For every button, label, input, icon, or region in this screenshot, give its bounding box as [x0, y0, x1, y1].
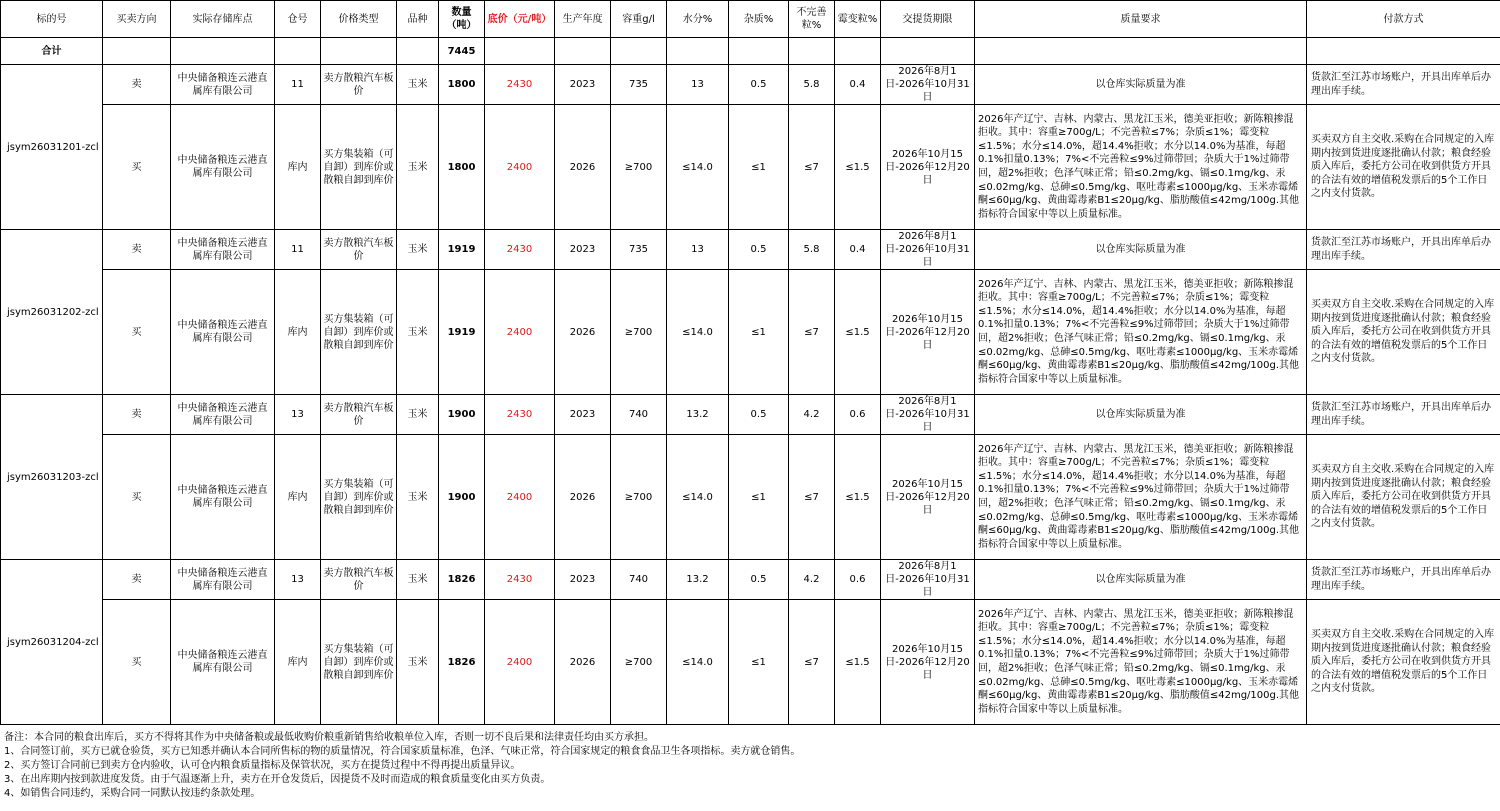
impurity-cell: 0.5: [729, 65, 789, 105]
quantity-cell: 1919: [439, 270, 485, 395]
quantity-cell: 1800: [439, 65, 485, 105]
warehouse-cell: 中央储备粮连云港直属库有限公司: [171, 600, 275, 725]
quantity-cell: 1919: [439, 230, 485, 270]
header-direction: 买卖方向: [103, 1, 171, 38]
mold-cell: 0.6: [835, 395, 881, 435]
payment-cell: 货款汇至江苏市场账户，开具出库单后办理出库手续。: [1307, 65, 1500, 105]
mold-cell: ≤1.5: [835, 105, 881, 230]
direction-cell: 卖: [103, 560, 171, 600]
empty-cell: [975, 38, 1307, 65]
header-quality: 质量要求: [975, 1, 1307, 38]
year-cell: 2023: [555, 230, 611, 270]
delivery-cell: 2026年10月15日-2026年12月20日: [881, 270, 975, 395]
empty-cell: [275, 38, 321, 65]
note-line: 2、买方签订合同前已到卖方仓内验收，认可仓内粮食质量指标及保管状况，买方在提货过程中不得再提出质量异议。: [4, 760, 521, 771]
header-warehouse: 实际存储库点: [171, 1, 275, 38]
direction-cell: 卖: [103, 395, 171, 435]
mold-cell: 0.6: [835, 560, 881, 600]
quality-cell: 2026年产辽宁、吉林、内蒙古、黑龙江玉米，德美亚拒收；新陈粮掺混拒收。其中：容重≥700g/L；不完善粒≤7%；杂质≤1%；霉变粒≤1.5%；水分≤14.0%，超14.4%拒收；水分以14.0%为基准，每超0.1%扣量0.13%；7%<不完善粒≤9%过筛带回；杂质大于1%过筛带回，超2%拒收；色泽气味正常；铅≤0.2mg/kg、镉≤0.1mg/kg、汞≤0.02mg/kg、总砷≤0.5mg/kg、呕吐毒素≤1000μg/kg、玉米赤霉烯酮≤60μg/kg、黄曲霉毒素B1≤20μg/kg、脂肪酸值≤42mg/100g.其他指标符合国家中等以上质量标准。: [975, 270, 1307, 395]
imperfect-cell: 5.8: [789, 230, 835, 270]
payment-cell: 货款汇至江苏市场账户，开具出库单后办理出库手续。: [1307, 395, 1500, 435]
header-variety: 品种: [397, 1, 439, 38]
note-line: 4、如销售合同违约，采购合同一同默认按违约条款处理。: [4, 788, 261, 799]
bulk-density-cell: ≥700: [611, 600, 667, 725]
buy-row: [1, 435, 1500, 560]
mold-cell: 0.4: [835, 230, 881, 270]
delivery-cell: 2026年10月15日-2026年12月20日: [881, 105, 975, 230]
variety-cell: 玉米: [397, 230, 439, 270]
payment-cell: 买卖双方自主交收.采购在合同规定的入库期内按到货进度逐批确认付款；粮食经验质入库后，委托方公司在收到供货方开具的合法有效的增值税发票后的5个工作日之内支付货款。: [1307, 105, 1500, 230]
base-price-cell: 2430: [485, 230, 555, 270]
quality-cell: 2026年产辽宁、吉林、内蒙古、黑龙江玉米，德美亚拒收；新陈粮掺混拒收。其中：容重≥700g/L；不完善粒≤7%；杂质≤1%；霉变粒≤1.5%；水分≤14.0%，超14.4%拒收；水分以14.0%为基准，每超0.1%扣量0.13%；7%<不完善粒≤9%过筛带回；杂质大于1%过筛带回，超2%拒收；色泽气味正常；铅≤0.2mg/kg、镉≤0.1mg/kg、汞≤0.02mg/kg、总砷≤0.5mg/kg、呕吐毒素≤1000μg/kg、玉米赤霉烯酮≤60μg/kg、黄曲霉毒素B1≤20μg/kg、脂肪酸值≤42mg/100g.其他指标符合国家中等以上质量标准。: [975, 435, 1307, 560]
imperfect-cell: ≤7: [789, 435, 835, 560]
quantity-cell: 1826: [439, 600, 485, 725]
empty-cell: [103, 38, 171, 65]
header-delivery: 交提货期限: [881, 1, 975, 38]
header-bulk-density: 容重g/l: [611, 1, 667, 38]
direction-cell: 买: [103, 435, 171, 560]
bulk-density-cell: 740: [611, 395, 667, 435]
quality-cell: 以仓库实际质量为准: [975, 230, 1307, 270]
bin-cell: 库内: [275, 270, 321, 395]
quality-cell: 以仓库实际质量为准: [975, 560, 1307, 600]
price-type-cell: 买方集装箱（可自卸）到库价或散粮自卸到库价: [321, 435, 397, 560]
direction-cell: 卖: [103, 230, 171, 270]
bin-cell: 库内: [275, 435, 321, 560]
moisture-cell: 13: [667, 65, 729, 105]
sell-row: [1, 230, 1500, 270]
bin-cell: 13: [275, 395, 321, 435]
empty-cell: [729, 38, 789, 65]
quality-cell: 以仓库实际质量为准: [975, 65, 1307, 105]
empty-cell: [667, 38, 729, 65]
total-row: [1, 38, 1500, 65]
lot-id: jsym26031204-zcl: [1, 560, 103, 725]
warehouse-cell: 中央储备粮连云港直属库有限公司: [171, 65, 275, 105]
delivery-cell: 2026年10月15日-2026年12月20日: [881, 600, 975, 725]
header-row: [1, 1, 1500, 38]
buy-row: [1, 270, 1500, 395]
impurity-cell: 0.5: [729, 560, 789, 600]
price-type-cell: 买方集装箱（可自卸）到库价或散粮自卸到库价: [321, 105, 397, 230]
warehouse-cell: 中央储备粮连云港直属库有限公司: [171, 230, 275, 270]
header-imperfect: 不完善粒%: [789, 1, 835, 38]
header-impurity: 杂质%: [729, 1, 789, 38]
sell-row: [1, 560, 1500, 600]
warehouse-cell: 中央储备粮连云港直属库有限公司: [171, 105, 275, 230]
variety-cell: 玉米: [397, 560, 439, 600]
bulk-density-cell: ≥700: [611, 105, 667, 230]
note-line: 1、合同签订前，买方已就仓验货，买方已知悉并确认本合同所售标的物的质量情况，符合国家质量标准，色泽、气味正常，符合国家规定的粮食食品卫生各项指标。卖方就仓销售。: [4, 746, 801, 757]
moisture-cell: ≤14.0: [667, 105, 729, 230]
quantity-cell: 1900: [439, 395, 485, 435]
year-cell: 2026: [555, 270, 611, 395]
mold-cell: ≤1.5: [835, 270, 881, 395]
moisture-cell: 13.2: [667, 560, 729, 600]
bulk-density-cell: ≥700: [611, 270, 667, 395]
impurity-cell: 0.5: [729, 230, 789, 270]
year-cell: 2026: [555, 435, 611, 560]
header-price-type: 价格类型: [321, 1, 397, 38]
payment-cell: 货款汇至江苏市场账户，开具出库单后办理出库手续。: [1307, 560, 1500, 600]
year-cell: 2026: [555, 105, 611, 230]
empty-cell: [397, 38, 439, 65]
bulk-density-cell: 740: [611, 560, 667, 600]
empty-cell: [881, 38, 975, 65]
bin-cell: 库内: [275, 105, 321, 230]
price-type-cell: 卖方散粮汽车板价: [321, 395, 397, 435]
quality-cell: 2026年产辽宁、吉林、内蒙古、黑龙江玉米，德美亚拒收；新陈粮掺混拒收。其中：容重≥700g/L；不完善粒≤7%；杂质≤1%；霉变粒≤1.5%；水分≤14.0%，超14.4%拒收；水分以14.0%为基准，每超0.1%扣量0.13%；7%<不完善粒≤9%过筛带回；杂质大于1%过筛带回，超2%拒收；色泽气味正常；铅≤0.2mg/kg、镉≤0.1mg/kg、汞≤0.02mg/kg、总砷≤0.5mg/kg、呕吐毒素≤1000μg/kg、玉米赤霉烯酮≤60μg/kg、黄曲霉毒素B1≤20μg/kg、脂肪酸值≤42mg/100g.其他指标符合国家中等以上质量标准。: [975, 105, 1307, 230]
warehouse-cell: 中央储备粮连云港直属库有限公司: [171, 395, 275, 435]
quantity-cell: 1900: [439, 435, 485, 560]
bulk-density-cell: 735: [611, 230, 667, 270]
lot-id: jsym26031201-zcl: [1, 65, 103, 230]
delivery-cell: 2026年8月1日-2026年10月31日: [881, 560, 975, 600]
year-cell: 2023: [555, 560, 611, 600]
base-price-cell: 2430: [485, 395, 555, 435]
imperfect-cell: 5.8: [789, 65, 835, 105]
imperfect-cell: ≤7: [789, 270, 835, 395]
note-line: 3、在出库期内按到款进度发货。由于气温逐渐上升，卖方在开仓发货后，因提货不及时而造成的粮食质量变化由买方负责。: [4, 774, 551, 785]
sell-row: [1, 65, 1500, 105]
variety-cell: 玉米: [397, 435, 439, 560]
payment-cell: 货款汇至江苏市场账户，开具出库单后办理出库手续。: [1307, 230, 1500, 270]
notes: [0, 725, 1496, 809]
direction-cell: 卖: [103, 65, 171, 105]
mold-cell: ≤1.5: [835, 435, 881, 560]
mold-cell: ≤1.5: [835, 600, 881, 725]
empty-cell: [171, 38, 275, 65]
variety-cell: 玉米: [397, 395, 439, 435]
imperfect-cell: ≤7: [789, 600, 835, 725]
total-quantity: 7445: [439, 38, 485, 65]
direction-cell: 买: [103, 105, 171, 230]
empty-cell: [611, 38, 667, 65]
warehouse-cell: 中央储备粮连云港直属库有限公司: [171, 270, 275, 395]
mold-cell: 0.4: [835, 65, 881, 105]
moisture-cell: ≤14.0: [667, 600, 729, 725]
year-cell: 2023: [555, 395, 611, 435]
base-price-cell: 2400: [485, 435, 555, 560]
moisture-cell: 13.2: [667, 395, 729, 435]
variety-cell: 玉米: [397, 65, 439, 105]
buy-row: [1, 105, 1500, 230]
header-bin: 仓号: [275, 1, 321, 38]
bulk-density-cell: ≥700: [611, 435, 667, 560]
header-year: 生产年度: [555, 1, 611, 38]
empty-cell: [321, 38, 397, 65]
quantity-cell: 1826: [439, 560, 485, 600]
year-cell: 2026: [555, 600, 611, 725]
empty-cell: [485, 38, 555, 65]
year-cell: 2023: [555, 65, 611, 105]
moisture-cell: ≤14.0: [667, 270, 729, 395]
delivery-cell: 2026年8月1日-2026年10月31日: [881, 65, 975, 105]
base-price-cell: 2430: [485, 65, 555, 105]
impurity-cell: 0.5: [729, 395, 789, 435]
payment-cell: 买卖双方自主交收.采购在合同规定的入库期内按到货进度逐批确认付款；粮食经验质入库后，委托方公司在收到供货方开具的合法有效的增值税发票后的5个工作日之内支付货款。: [1307, 600, 1500, 725]
bin-cell: 11: [275, 65, 321, 105]
impurity-cell: ≤1: [729, 105, 789, 230]
bin-cell: 13: [275, 560, 321, 600]
quality-cell: 以仓库实际质量为准: [975, 395, 1307, 435]
imperfect-cell: ≤7: [789, 105, 835, 230]
empty-cell: [1307, 38, 1500, 65]
header-lot: 标的号: [1, 1, 103, 38]
moisture-cell: ≤14.0: [667, 435, 729, 560]
bin-cell: 库内: [275, 600, 321, 725]
variety-cell: 玉米: [397, 600, 439, 725]
header-base-price: 底价（元/吨）: [485, 1, 555, 38]
header-moisture: 水分%: [667, 1, 729, 38]
bulk-density-cell: 735: [611, 65, 667, 105]
sell-row: [1, 395, 1500, 435]
impurity-cell: ≤1: [729, 435, 789, 560]
delivery-cell: 2026年8月1日-2026年10月31日: [881, 395, 975, 435]
base-price-cell: 2400: [485, 105, 555, 230]
base-price-cell: 2400: [485, 600, 555, 725]
price-type-cell: 卖方散粮汽车板价: [321, 560, 397, 600]
header-mold: 霉变粒%: [835, 1, 881, 38]
lot-id: jsym26031203-zcl: [1, 395, 103, 560]
payment-cell: 买卖双方自主交收.采购在合同规定的入库期内按到货进度逐批确认付款；粮食经验质入库后，委托方公司在收到供货方开具的合法有效的增值税发票后的5个工作日之内支付货款。: [1307, 270, 1500, 395]
bin-cell: 11: [275, 230, 321, 270]
direction-cell: 买: [103, 600, 171, 725]
price-type-cell: 卖方散粮汽车板价: [321, 230, 397, 270]
imperfect-cell: 4.2: [789, 560, 835, 600]
header-quantity: 数量（吨）: [439, 1, 485, 38]
empty-cell: [789, 38, 835, 65]
impurity-cell: ≤1: [729, 270, 789, 395]
moisture-cell: 13: [667, 230, 729, 270]
warehouse-cell: 中央储备粮连云港直属库有限公司: [171, 560, 275, 600]
delivery-cell: 2026年10月15日-2026年12月20日: [881, 435, 975, 560]
payment-cell: 买卖双方自主交收.采购在合同规定的入库期内按到货进度逐批确认付款；粮食经验质入库后，委托方公司在收到供货方开具的合法有效的增值税发票后的5个工作日之内支付货款。: [1307, 435, 1500, 560]
quality-cell: 2026年产辽宁、吉林、内蒙古、黑龙江玉米，德美亚拒收；新陈粮掺混拒收。其中：容重≥700g/L；不完善粒≤7%；杂质≤1%；霉变粒≤1.5%；水分≤14.0%，超14.4%拒收；水分以14.0%为基准，每超0.1%扣量0.13%；7%<不完善粒≤9%过筛带回；杂质大于1%过筛带回，超2%拒收；色泽气味正常；铅≤0.2mg/kg、镉≤0.1mg/kg、汞≤0.02mg/kg、总砷≤0.5mg/kg、呕吐毒素≤1000μg/kg、玉米赤霉烯酮≤60μg/kg、黄曲霉毒素B1≤20μg/kg、脂肪酸值≤42mg/100g.其他指标符合国家中等以上质量标准。: [975, 600, 1307, 725]
base-price-cell: 2430: [485, 560, 555, 600]
empty-cell: [555, 38, 611, 65]
header-payment: 付款方式: [1307, 1, 1500, 38]
price-type-cell: 买方集装箱（可自卸）到库价或散粮自卸到库价: [321, 600, 397, 725]
price-type-cell: 卖方散粮汽车板价: [321, 65, 397, 105]
direction-cell: 买: [103, 270, 171, 395]
note-line: 备注：本合同的粮食出库后，买方不得将其作为中央储备粮或最低收购价粮重新销售给收粮单位入库，否则一切不良后果和法律责任均由买方承担。: [4, 732, 654, 743]
variety-cell: 玉米: [397, 105, 439, 230]
lot-id: jsym26031202-zcl: [1, 230, 103, 395]
total-label: 合计: [1, 38, 103, 65]
price-type-cell: 买方集装箱（可自卸）到库价或散粮自卸到库价: [321, 270, 397, 395]
variety-cell: 玉米: [397, 270, 439, 395]
warehouse-cell: 中央储备粮连云港直属库有限公司: [171, 435, 275, 560]
impurity-cell: ≤1: [729, 600, 789, 725]
quantity-cell: 1800: [439, 105, 485, 230]
imperfect-cell: 4.2: [789, 395, 835, 435]
delivery-cell: 2026年8月1日-2026年10月31日: [881, 230, 975, 270]
buy-row: [1, 600, 1500, 725]
empty-cell: [835, 38, 881, 65]
base-price-cell: 2400: [485, 270, 555, 395]
